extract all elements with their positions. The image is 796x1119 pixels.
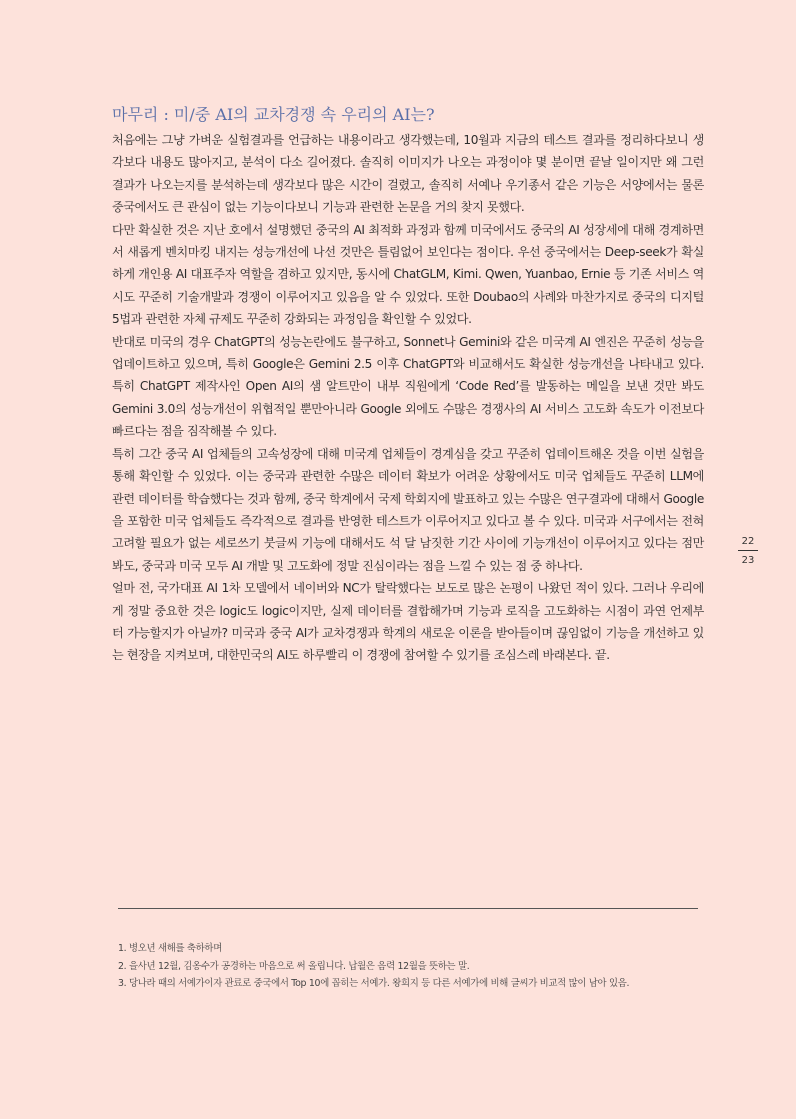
footnotes xyxy=(118,940,718,993)
paragraph: 반대로 미국의 경우 ChatGPT의 성능논란에도 불구하고, Sonnet나 Gemini와 같은 미국계 AI 엔진은 꾸준히 성능을 업데이트하고 있으며, 특히 Google은 Gemini 2.5 이후 ChatGPT와 비교해서도 확실한 성능개선을 나타내고 있다. 특히 ChatGPT 제작사인 Open AI의 샘 알트만이 내부 직원에게 ‘Code Red’를 발동하는 메일을 보낸 것만 봐도 Gemini 3.0의 성능개선이 위협적일 뿐만아니라 Google 외에도 수많은 경쟁사의 AI 서비스 고도화 속도가 이전보다 빠르다는 점을 짐작해볼 수 있다. xyxy=(112,334,704,439)
footnote-divider xyxy=(118,908,698,909)
page-number xyxy=(738,535,758,567)
paragraph: 특히 그간 중국 AI 업체들의 고속성장에 대해 미국계 업체들이 경계심을 갖고 꾸준히 업데이트해온 것을 이번 실험을 통해 확인할 수 있었다. 이는 중국과 관련한 수많은 데이터 확보가 어려운 상황에서도 미국 업체들도 꾸준히 LLM에 관련 데이터를 학습했다는 것과 함께, 중국 학계에서 국제 학회지에 발표하고 있는 수많은 연구결과에 대해서 Google을 포함한 미국 업체들도 즉각적으로 결과를 반영한 테스트가 이루어지고 있다고 볼 수 있다. 미국과 서구에서는 전혀 고려할 필요가 없는 세로쓰기 붓글씨 기능에 대해서도 석 달 남짓한 기간 사이에 기능개선이 이루어지고 있다는 점만 봐도, 중국과 미국 모두 AI 개발 및 고도화에 정말 진심이라는 점을 느낄 수 있는 점 중 하나다. xyxy=(112,446,704,573)
page-number-current: 22 xyxy=(741,536,755,547)
paragraph: 얼마 전, 국가대표 AI 1차 모델에서 네이버와 NC가 탈락했다는 보도로 많은 논평이 나왔던 적이 있다. 그러나 우리에게 정말 중요한 것은 logic도 logic이지만, 실제 데이터를 결합해가며 기능과 로직을 고도화하는 시점이 과연 언제부터 가능할지가 아닐까? 미국과 중국 AI가 교차경쟁과 학계의 새로운 이론을 받아들이며 끊임없이 기능을 개선하고 있는 현장을 지켜보며, 대한민국의 AI도 하루빨리 이 경쟁에 참여할 수 있기를 조심스레 바래본다. 끝. xyxy=(112,581,704,663)
section-heading: 마무리 : 미/중 AI의 교차경쟁 속 우리의 AI는? xyxy=(112,105,435,124)
section-body xyxy=(112,129,704,667)
footnote-item: 1. 병오년 새해를 축하하며 xyxy=(118,943,222,954)
page-number-divider xyxy=(738,550,758,551)
paragraph: 다만 확실한 것은 지난 호에서 설명했던 중국의 AI 최적화 과정과 함께 미국에서도 중국의 AI 성장세에 대해 경계하면서 새롭게 벤치마킹 내지는 성능개선에 나선 것만은 틀림없어 보인다는 점이다. 우선 중국에서는 Deep-seek가 확실하게 개인용 AI 대표주자 역할을 겸하고 있지만, 동시에 ChatGLM, Kimi. Qwen, Yuanbao, Ernie 등 기존 서비스 역시도 꾸준히 기술개발과 경쟁이 이루어지고 있음을 알 수 있었다. 또한 Doubao의 사례와 마찬가지로 중국의 디지털 5법과 관련한 자체 규제도 꾸준히 강화되는 과정임을 확인할 수 있었다. xyxy=(112,222,704,327)
paragraph: 처음에는 그냥 가벼운 실험결과를 언급하는 내용이라고 생각했는데, 10월과 지금의 테스트 결과를 정리하다보니 생각보다 내용도 많아지고, 분석이 다소 길어졌다. 솔직히 이미지가 나오는 과정이야 몇 분이면 끝날 일이지만 왜 그런 결과가 나오는지를 분석하는데 생각보다 많은 시간이 걸렸고, 솔직히 서예나 우기종서 같은 기능은 서양에서는 물론 중국에서도 큰 관심이 없는 기능이다보니 기능과 관련한 논문을 거의 찾지 못했다. xyxy=(112,133,704,215)
footnote-item: 3. 당나라 때의 서예가이자 관료로 중국에서 Top 10에 꼽히는 서예가. 왕희지 등 다른 서예가에 비해 글씨가 비교적 많이 남아 있음. xyxy=(118,978,630,989)
footnote-item: 2. 을사년 12월, 김옹수가 공경하는 마음으로 써 올립니다. 납월은 음력 12월을 뜻하는 말. xyxy=(118,960,470,972)
page-number-next: 23 xyxy=(741,555,755,566)
